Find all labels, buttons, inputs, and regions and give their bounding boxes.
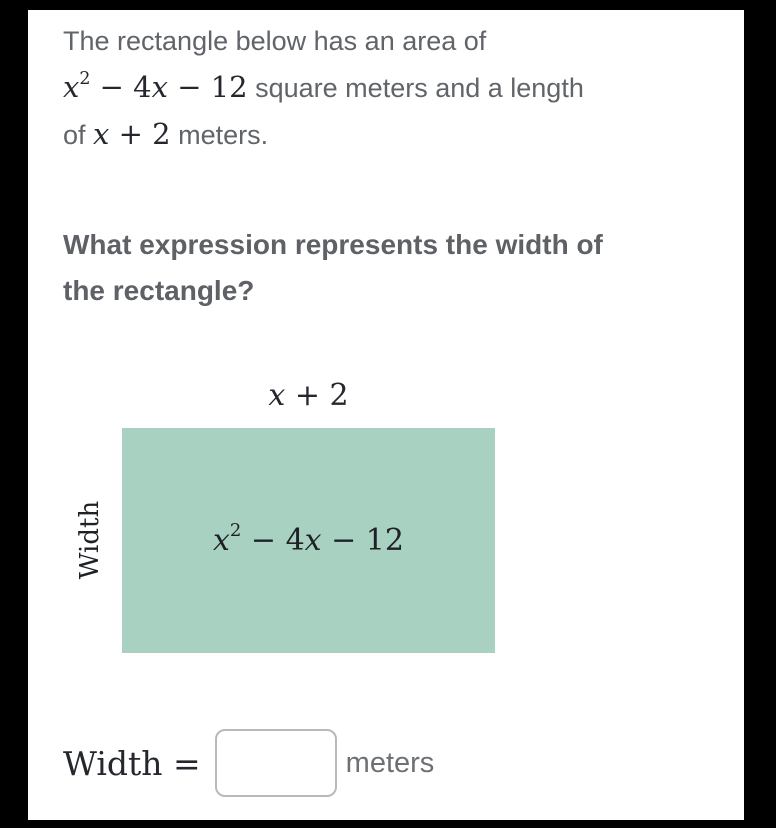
width-answer-input[interactable] <box>215 729 337 797</box>
rectangle-shape <box>122 428 495 653</box>
rectangle-length-label: x + 2 <box>268 378 349 413</box>
question-line-1: What expression represents the width of <box>63 229 603 260</box>
answer-row <box>63 718 434 808</box>
answer-unit: meters <box>345 746 435 779</box>
rectangle-area-label: $x^2 - 4x - 12$ <box>213 520 404 558</box>
answer-label: Width = <box>63 743 201 783</box>
length-expression-inline: x + 2 <box>93 117 171 151</box>
problem-line-2: $x^2 - 4x - 12$ square meters and a length <box>63 68 584 104</box>
exercise-panel <box>28 10 744 820</box>
question-line-2: the rectangle? <box>63 275 255 306</box>
problem-line-3: of x + 2 meters. <box>63 117 269 151</box>
problem-statement <box>63 18 584 158</box>
question-text <box>63 222 603 314</box>
rectangle-width-label: Width <box>75 500 105 580</box>
area-expression-inline: $x^2 - 4x - 12$ <box>63 68 248 104</box>
problem-line-1: The rectangle below has an area of <box>63 26 487 56</box>
